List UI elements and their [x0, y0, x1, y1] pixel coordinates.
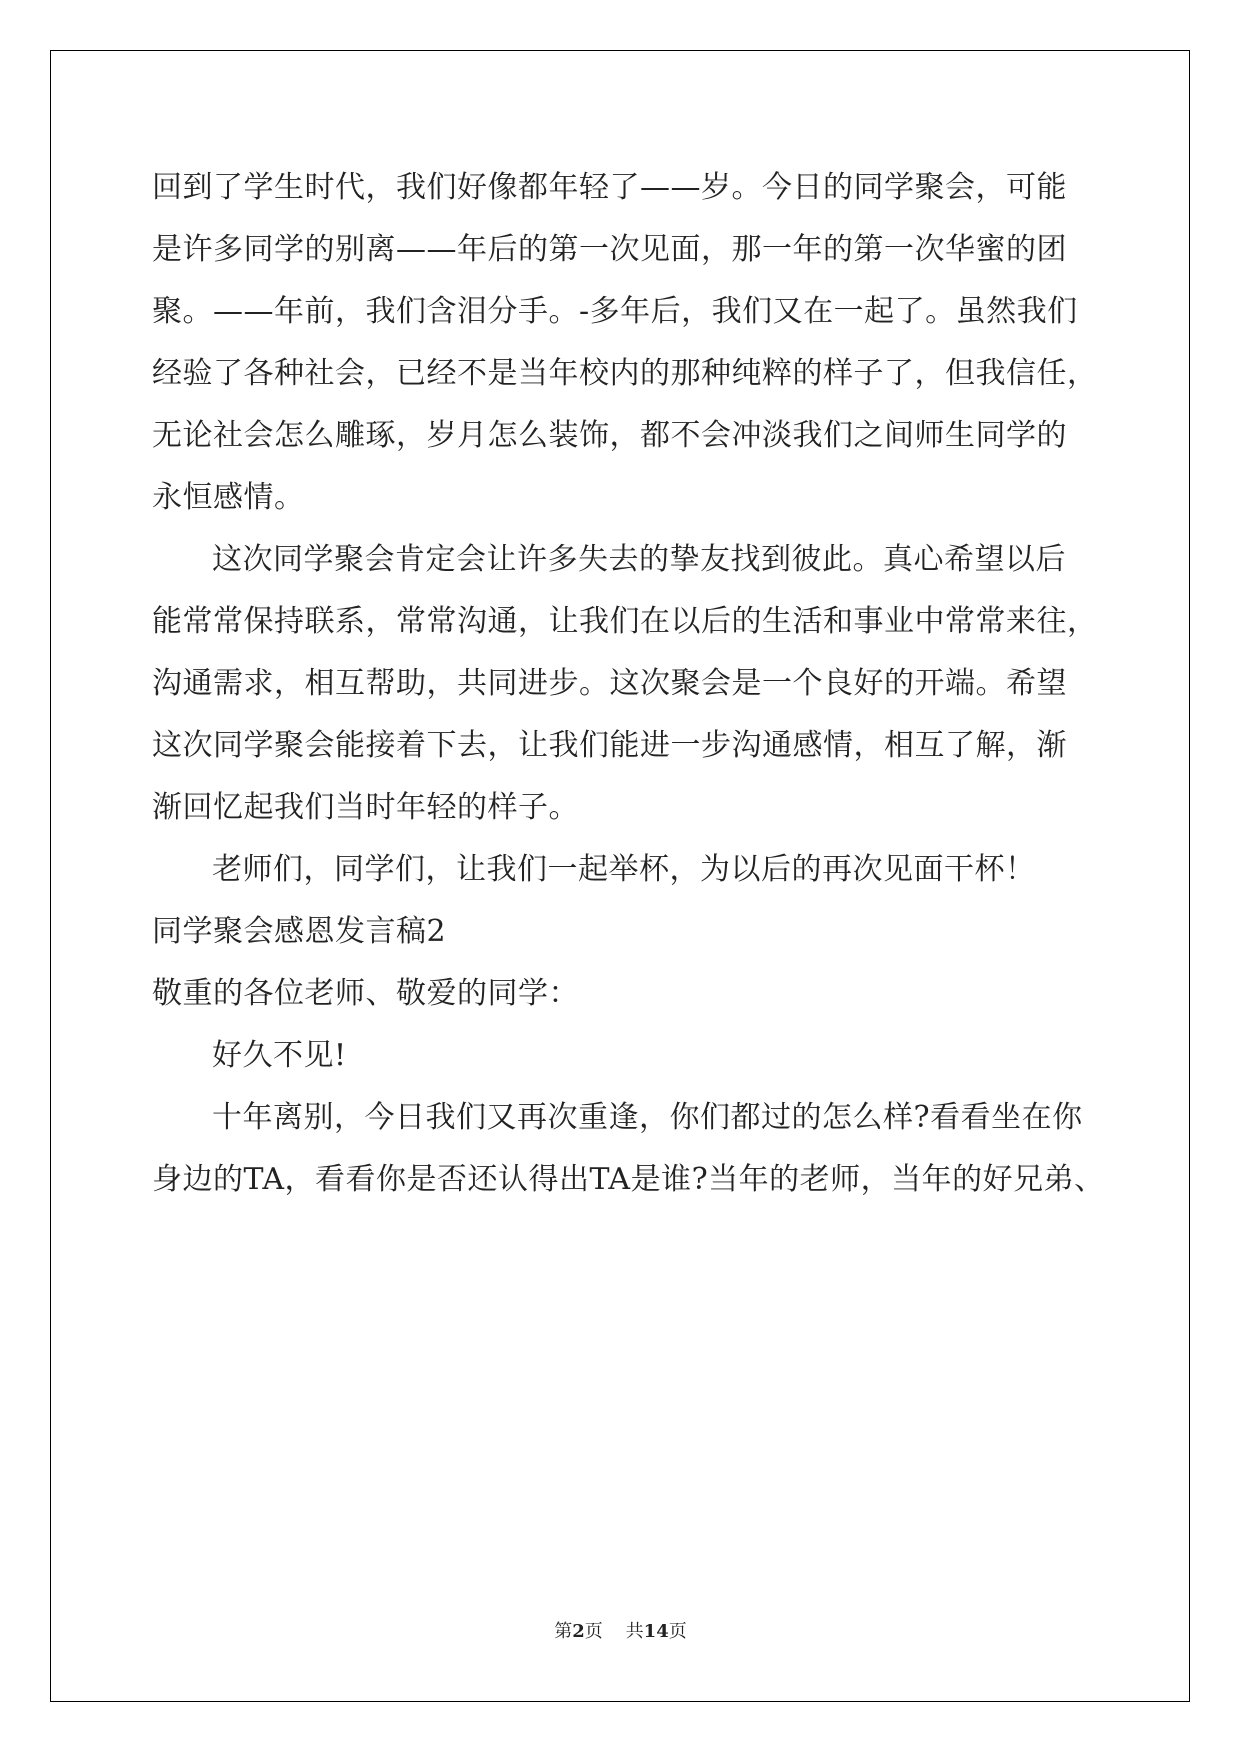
body-line: 身边的TA，看看你是否还认得出TA是谁?当年的老师，当年的好兄弟、	[152, 1162, 1105, 1197]
page-number: 2	[572, 1621, 585, 1642]
body-line: 能常常保持联系，常常沟通，让我们在以后的生活和事业中常常来往，	[152, 604, 1098, 639]
body-line: 沟通需求，相互帮助，共同进步。这次聚会是一个良好的开端。希望	[152, 666, 1067, 701]
section-title: 同学聚会感恩发言稿2	[152, 914, 447, 949]
total-prefix: 共	[625, 1621, 644, 1642]
page-prefix: 第	[554, 1621, 573, 1642]
greeting: 好久不见!	[212, 1038, 347, 1073]
body-line: 渐回忆起我们当时年轻的样子。	[152, 790, 579, 825]
body-line: 是许多同学的别离——年后的第一次见面，那一年的第一次华蜜的团	[152, 232, 1067, 267]
body-line: 经验了各种社会，已经不是当年校内的那种纯粹的样子了，但我信任，	[152, 356, 1098, 391]
body-line: 聚。——年前，我们含泪分手。-多年后，我们又在一起了。虽然我们	[152, 294, 1078, 329]
body-line: 无论社会怎么雕琢，岁月怎么装饰，都不会冲淡我们之间师生同学的	[152, 418, 1067, 453]
body-line: 这次同学聚会肯定会让许多失去的挚友找到彼此。真心希望以后	[212, 542, 1066, 577]
salutation: 敬重的各位老师、敬爱的同学：	[152, 976, 579, 1011]
body-line: 十年离别，今日我们又再次重逢，你们都过的怎么样?看看坐在你	[212, 1100, 1083, 1135]
total-pages: 14	[643, 1621, 669, 1642]
total-suffix: 页	[668, 1621, 687, 1642]
body-line: 回到了学生时代，我们好像都年轻了——岁。今日的同学聚会，可能	[152, 170, 1067, 205]
body-line: 永恒感情。	[152, 480, 305, 515]
body-line: 这次同学聚会能接着下去，让我们能进一步沟通感情，相互了解，渐	[152, 728, 1067, 763]
body-line: 老师们，同学们，让我们一起举杯，为以后的再次见面干杯！	[212, 852, 1036, 887]
page-footer	[0, 1620, 1241, 1644]
page-suffix: 页	[584, 1621, 603, 1642]
